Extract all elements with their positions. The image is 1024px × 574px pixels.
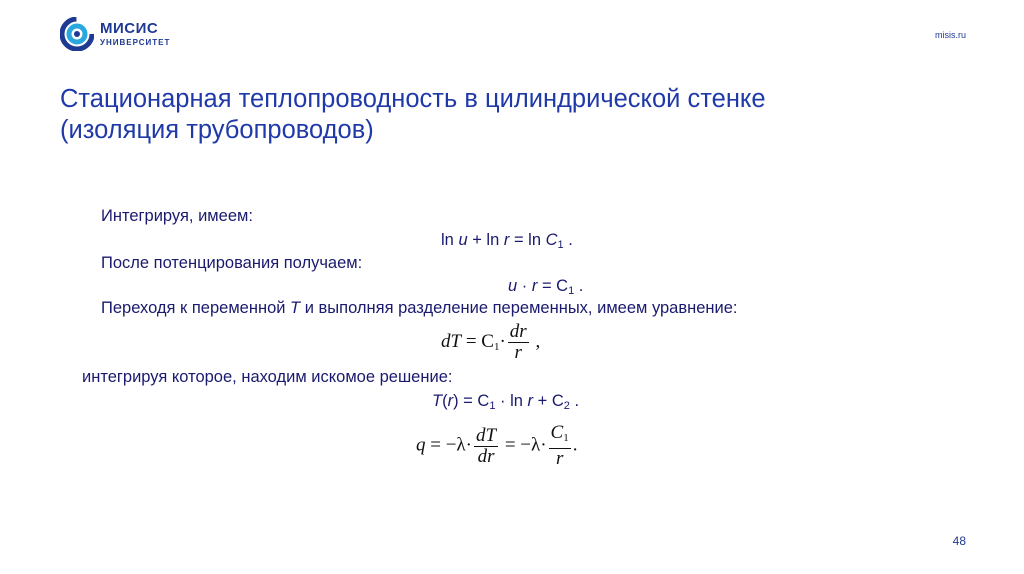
paragraph-4: интегрируя которое, находим искомое решение: — [82, 368, 453, 386]
logo-subtitle: УНИВЕРСИТЕТ — [100, 38, 171, 47]
misis-logo-icon — [60, 17, 94, 51]
paragraph-3: Переходя к переменной T и выполняя разделение переменных, имеем уравнение: — [101, 299, 738, 317]
title-line-2: (изоляция трубопроводов) — [60, 116, 374, 144]
site-link[interactable]: misis.ru — [935, 30, 966, 40]
formula-3: dT = $C_1\cdot$ $\frac{dr}{r}$ , — [441, 321, 541, 363]
formula-1: $\ln u + \ln r = \ln C_1$ . — [441, 231, 573, 251]
page-number: 48 — [952, 534, 966, 548]
paragraph-1: Интегрируя, имеем: — [101, 207, 253, 225]
logo-name: МИСИС — [100, 20, 159, 37]
title-line-1: Стационарная теплопроводность в цилиндрической стенке — [60, 85, 766, 113]
paragraph-2: После потенцирования получаем: — [101, 254, 363, 272]
formula-4: $T(r) = C_1 \cdot \ln r + C_2$ . — [432, 392, 580, 412]
slide-title — [60, 84, 940, 146]
formula-2: $u \cdot r = C_1$ . — [508, 277, 584, 297]
logo — [60, 14, 170, 54]
formula-5: q = −λ· $\frac{dT}{dr}$ = −λ· $\frac{C_1}{r}$ . — [416, 422, 578, 469]
